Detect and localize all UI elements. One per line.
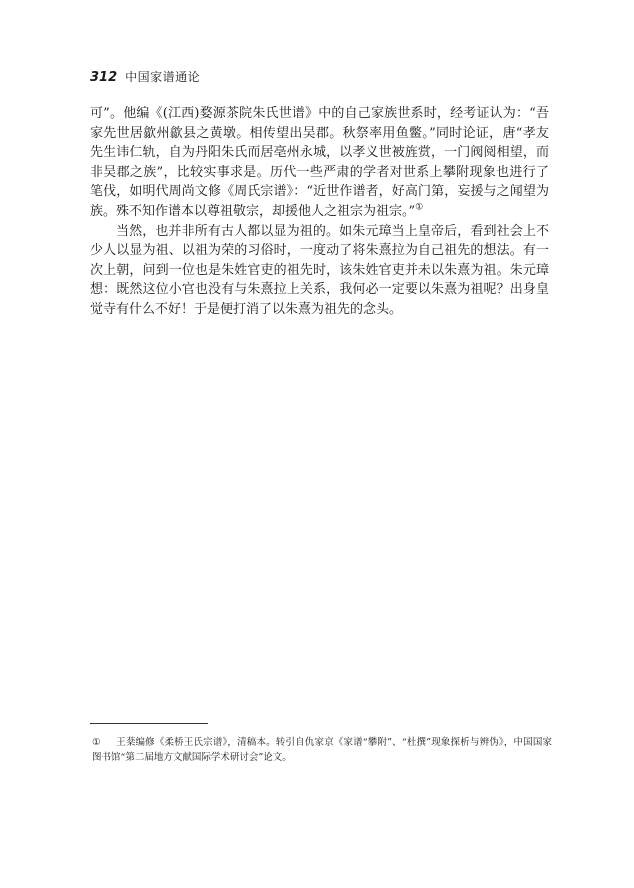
footnote-divider <box>90 723 208 724</box>
paragraph-2: 当然，也并非所有古人都以显为祖的。如朱元璋当上皇帝后，看到社会上不少人以显为祖、以祖为荣的习俗时，一度动了将朱熹拉为自己祖先的想法。有一次上朝，问到一位也是朱姓官吏的祖先时，该朱姓官吏并未以朱熹为祖。朱元璋想：既然这位小官也没有与朱熹拉上关系，我何必一定要以朱熹为祖呢？出身皇觉寺有什么不好！于是便打消了以朱熹为祖先的念头。 <box>90 223 549 317</box>
body-text <box>90 104 549 320</box>
running-title: 中国家谱通论 <box>125 70 201 84</box>
paragraph-1-text: 可”。他编《(江西)婺源茶院朱氏世谱》中的自己家族世系时，经考证认为：“吾家先世居歙州歙县之黄墩。相传望出吴郡。秋祭率用鱼鳖。”同时论证，唐“孝友先生讳仁轨，自为丹阳朱氏而居亳州永城，以孝义世被旌赏，一门阀阅相望，而非吴郡之族”，比较实事求是。历代一些严肃的学者对世系上攀附现象也进行了笔伐，如明代周尚文修《周氏宗谱》：“近世作谱者，好高门第，妄援与之闻望为族。殊不知作谱本以尊祖敬宗，却援他人之祖宗为祖宗。” <box>90 106 549 219</box>
footnote-reference[interactable]: ① <box>415 202 424 213</box>
paragraph-1 <box>90 104 549 222</box>
footnote-text: 王棻编修《柔桥王氏宗谱》，清稿本。转引自仇家京《家谱“攀附”、“杜撰”现象探析与辨伪》，中国国家图书馆“第二届地方文献国际学术研讨会”论文。 <box>92 737 552 763</box>
page-header <box>90 68 200 88</box>
page-number: 312 <box>90 70 118 85</box>
footnote <box>92 735 552 765</box>
footnote-mark: ① <box>92 737 101 748</box>
